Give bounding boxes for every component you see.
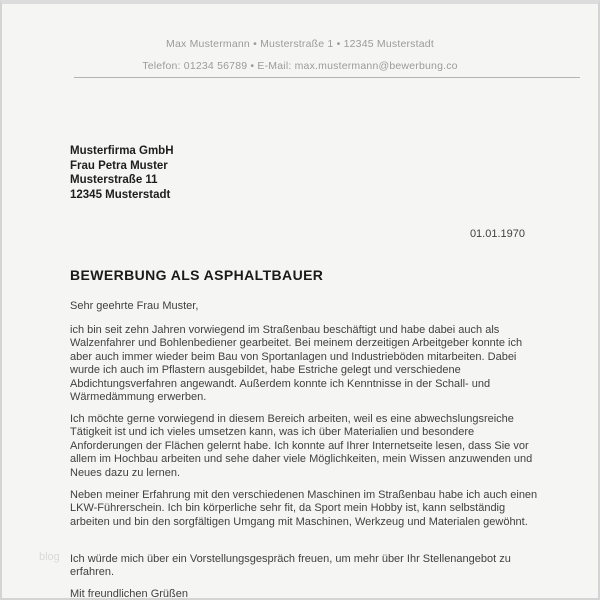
- recipient-address: [70, 144, 174, 202]
- letterhead-divider: [74, 77, 580, 78]
- body-paragraph: Ich möchte gerne vorwiegend in diesem Bereich arbeiten, weil es eine abwechslungsreiche Tätigkeit ist und ich vieles umsetzen kann, was ich über Materialien und besondere Anforderungen der Flächen gelernt habe. Ich konnte auf Ihrer Internetseite lesen, dass Sie vor allem im Hochbau arbeiten und sehe daher viele Möglichkeiten, mein Wissen anzuwenden und Neues dazu zu lernen.: [70, 413, 533, 479]
- sender-phone-email-line: Telefon: 01234 56789 • E-Mail: max.mustermann@bewerbung.co: [142, 60, 458, 72]
- body-paragraph: Neben meiner Erfahrung mit den verschiedenen Maschinen im Straßenbau habe ich auch einen LKW-Führerschein. Ich bin körperliche sehr fit, da Sport mein Hobby ist, kann selbständig arbeiten und bin den sorgfältigen Umgang mit Maschinen, Werkzeug und Materialen gewöhnt.: [70, 489, 538, 528]
- blog-watermark: blog: [39, 551, 60, 563]
- letter-date: 01.01.1970: [469, 228, 525, 240]
- recipient-contact-person: Frau Petra Muster: [70, 159, 168, 172]
- recipient-street: Musterstraße 11: [70, 174, 158, 186]
- recipient-company: Musterfirma GmbH: [70, 145, 174, 157]
- salutation: Sehr geehrte Frau Muster,: [70, 300, 199, 312]
- recipient-city: 12345 Musterstadt: [70, 188, 171, 201]
- subject-line: BEWERBUNG ALS ASPHALTBAUER: [70, 267, 324, 283]
- closing: Mit freundlichen Grüßen: [70, 588, 188, 600]
- letterhead: [2, 33, 598, 77]
- body-paragraph: Ich würde mich über ein Vorstellungsgespräch freuen, um mehr über Ihr Stellenangebot zu erfahren.: [70, 553, 511, 579]
- body-paragraph: ich bin seit zehn Jahren vorwiegend im Straßenbau beschäftigt und habe dabei auch als Walzenfahrer und Bohlenbediener gearbeitet. Bei meinem derzeitigen Arbeitgeber konnte ich aber auch immer wieder beim Bau von Sportanlagen und Industrieböden mitarbeiten. Dabei wurde ich auch im Pflastern ausgebildet, habe Estriche gelegt und verschiedene Abdichtungsverfahren angewandt. Außerdem konnte ich Kenntnisse in der Schall- und Wärmedämmung erwerben.: [70, 324, 523, 404]
- sender-contact-line: Max Mustermann • Musterstraße 1 • 12345 Musterstadt: [166, 38, 434, 50]
